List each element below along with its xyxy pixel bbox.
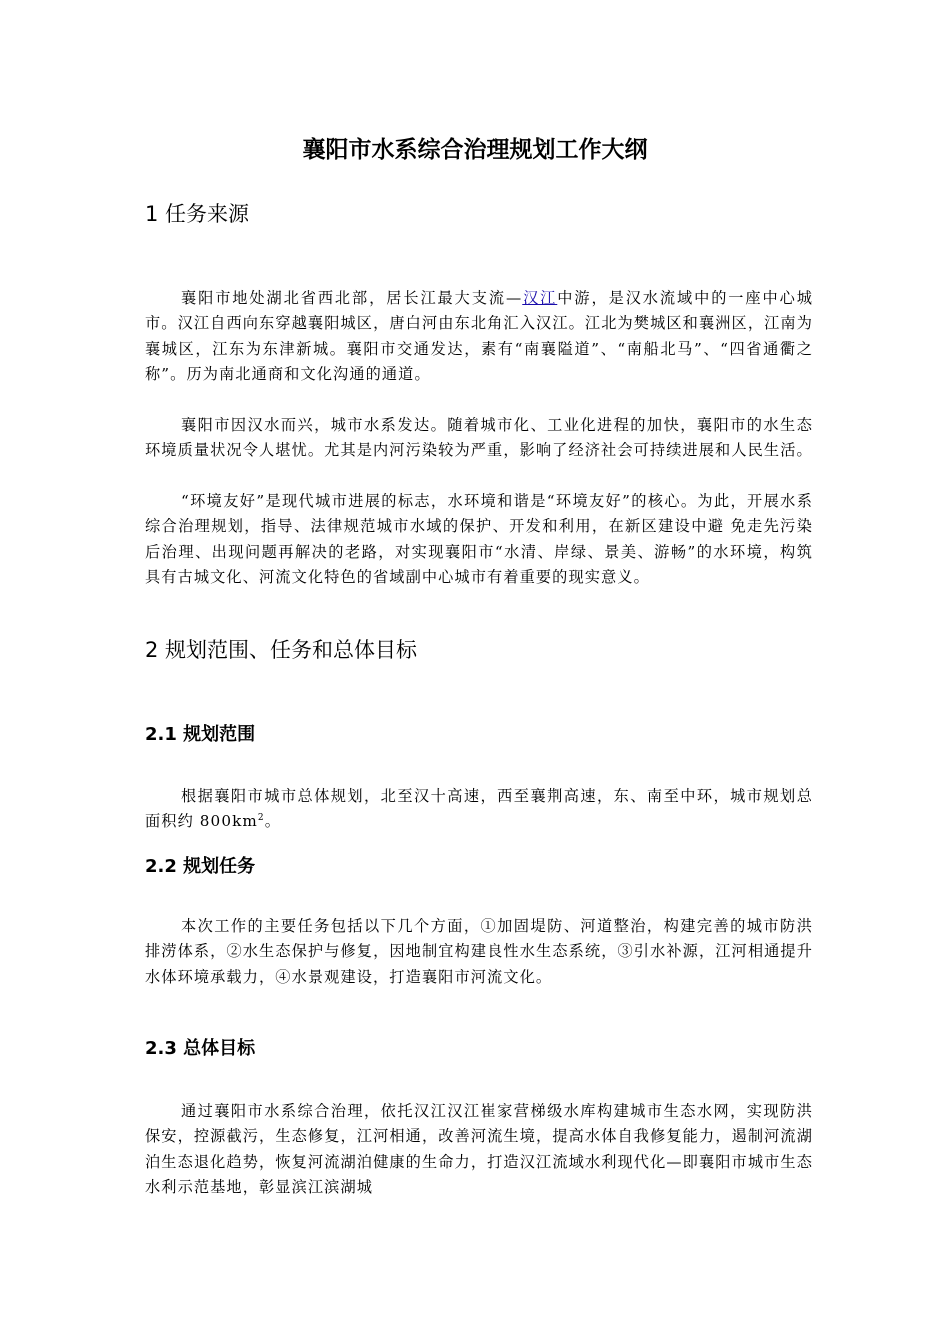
paragraph-text: 。 <box>264 812 282 831</box>
hanjiang-link[interactable]: 汉江 <box>522 289 558 307</box>
section-2-heading: 2 规划范围、任务和总体目标 <box>145 638 418 662</box>
section-2-3-paragraph: 通过襄阳市水系综合治理，依托汉江汉江崔家营梯级水库构建城市生态水网，实现防洪保安，控源截污，生态修复，江河相通，改善河流生境，提高水体自我修复能力，遏制河流湖泊生态退化趋势，恢复河流湖泊健康的生命力，打造汉江流域水利现代化—即襄阳市城市生态水利示范基地，彰显滨江滨湖城 <box>145 1102 813 1197</box>
section-1-paragraph-3: “环境友好”是现代城市进展的标志，水环境和谐是“环境友好”的核心。为此，开展水系综合治理规划，指导、法律规范城市水域的保护、开发和利用，在新区建设中避 免走先污染后治理、出现问题再解决的老路，对实现襄阳市“水清、岸绿、景美、游畅”的水环境，构筑具有古城文化、河流文化特色的省域副中心城市有着重要的现实意义。 <box>145 492 813 587</box>
section-1-heading: 1 任务来源 <box>145 202 250 226</box>
section-1-paragraph-1 <box>145 286 813 388</box>
paragraph-text: 襄阳市地处湖北省西北部，居长江最大支流— <box>181 289 523 307</box>
section-2-2-heading: 2.2 规划任务 <box>145 856 256 877</box>
section-2-3-heading: 2.3 总体目标 <box>145 1038 256 1059</box>
section-2-1-paragraph <box>145 784 813 835</box>
section-2-2-paragraph: 本次工作的主要任务包括以下几个方面，①加固堤防、河道整治，构建完善的城市防洪排涝体系，②水生态保护与修复，因地制宜构建良性水生态系统，③引水补源，江河相通提升水体环境承载力，④水景观建设，打造襄阳市河流文化。 <box>145 917 813 986</box>
paragraph-text: 中游，是汉水流域中的一座中心城市。汉江自西向东穿越襄阳城区，唐白河由东北角汇入汉江。江北为樊城区和襄洲区，江南为襄城区，江东为东津新城。襄阳市交通发达，素有“南襄隘道”、“南船北马”、“四省通衢之称”。历为南北通商和文化沟通的通道。 <box>145 289 814 384</box>
superscript: 2 <box>257 813 265 824</box>
document-title: 襄阳市水系综合治理规划工作大纲 <box>302 137 648 163</box>
section-1-paragraph-2: 襄阳市因汉水而兴，城市水系发达。随着城市化、工业化进程的加快，襄阳市的水生态环境质量状况令人堪忧。尤其是内河污染较为严重，影响了经济社会可持续进展和人民生活。 <box>145 416 813 460</box>
paragraph-text: 根据襄阳市城市总体规划，北至汉十高速，西至襄荆高速，东、南至中环，城市规划总面积约 800km <box>145 787 813 831</box>
section-2-1-heading: 2.1 规划范围 <box>145 724 256 745</box>
